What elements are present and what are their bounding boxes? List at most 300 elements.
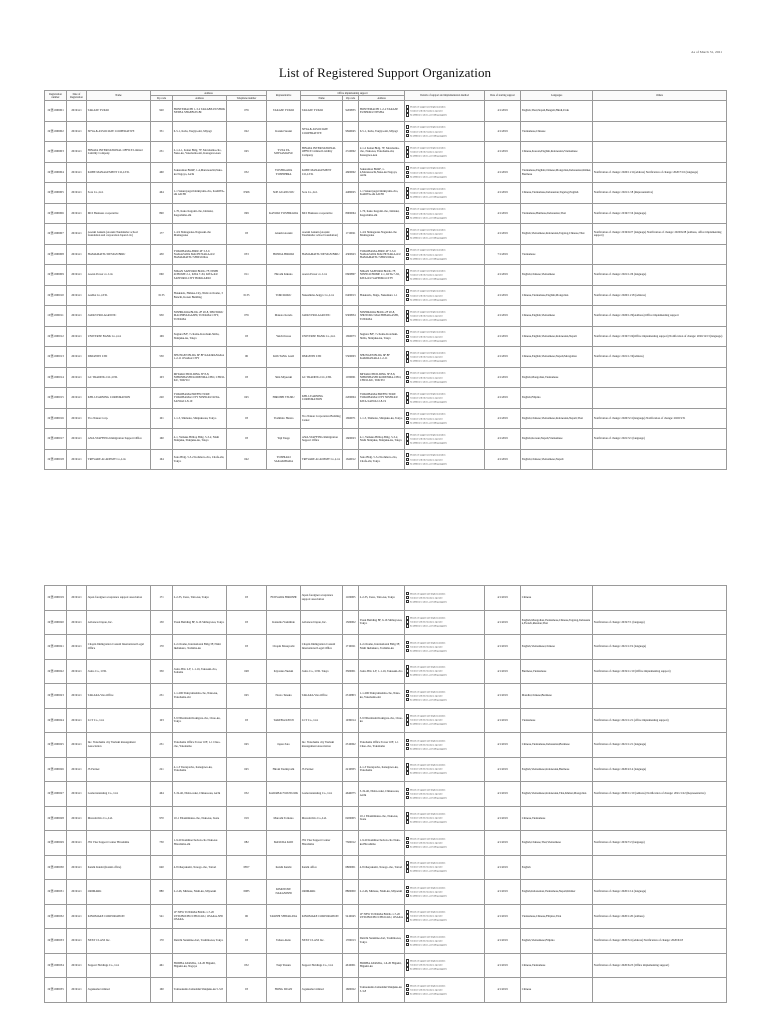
representative-cell: Japan Zato — [267, 733, 301, 758]
office-zip-cell: 3300001 — [343, 659, 359, 684]
languages-cell: English,Filipino — [521, 388, 593, 409]
languages-cell: English,Chinese,Vietnamese — [521, 265, 593, 286]
support-scope-text: Contract with the business operator — [410, 130, 443, 133]
support-scope-text: Details of support and implementation — [410, 434, 446, 437]
checkbox-mark-icon — [406, 649, 410, 653]
office-name-cell: ORIMARK — [301, 880, 343, 905]
support-scope-cell — [405, 326, 485, 347]
table-row — [45, 880, 727, 905]
support-scope-text: In addition to above, providing supports — [409, 944, 447, 947]
address-cell: 3-9 Nihonbashi Kakigara-cho, Chuo-ku, Tokyo — [173, 708, 227, 733]
checkbox-mark-icon — [406, 747, 410, 751]
representative-cell: HIROSHI TSURU — [267, 388, 301, 409]
office-zip-cell: 1690073 — [343, 326, 359, 347]
checkbox-mark-icon — [406, 739, 410, 743]
address-cell: 4-1, Yamaka Hilltop Bldg. 5-3-2, Nishi Shinjuku, Shinjuku-ku, Tokyo — [173, 429, 227, 450]
col-office-zip: Zip code — [343, 96, 359, 101]
reg-number-cell: 19登-000008 — [45, 244, 67, 265]
start-date-cell: 4/1/2019 — [485, 224, 521, 245]
reg-date-cell: 2019/4/1 — [67, 244, 87, 265]
office-address-cell: Yasui Building 8F, 6-16 Shibuya-ku, Tokyo — [359, 610, 405, 635]
representative-cell: HONG DUAN — [267, 978, 301, 1003]
representative-cell: KAWAHAI YOUNGSIK — [267, 782, 301, 807]
support-scope-text: Details of support and implementation — [409, 592, 446, 595]
checkbox-mark-icon — [406, 339, 410, 343]
checkbox-mark-icon — [406, 257, 410, 261]
checkbox-mark-icon — [406, 310, 410, 314]
office-zip-cell: 2210835 — [343, 757, 359, 782]
reg-date-cell: 2019/4/1 — [67, 408, 87, 429]
start-date-cell: 4/1/2019 — [485, 635, 521, 660]
support-scope-text: Contract with the business operator — [410, 417, 443, 420]
office-zip-cell: 1600023 — [343, 429, 359, 450]
office-zip-cell: 2310803 — [343, 684, 359, 709]
support-scope-text: In addition to above, providing supports — [409, 968, 447, 971]
checkbox-mark-icon — [406, 380, 410, 384]
office-zip-cell: 6800001 — [343, 855, 359, 880]
address-cell: Yokohama Office Tower 10F, 1-1 Chuo-cho, Yokohama — [173, 733, 227, 758]
office-address-cell: 2-2-Chome, International Bldg.3F, Nishi Ikebukuro, Toshima-ku — [359, 635, 405, 660]
checkbox-mark-icon — [406, 277, 410, 281]
office-address-cell: 2-2-46, Mimase, Nishi-ku, Miyazaki — [359, 880, 405, 905]
table-row — [45, 978, 727, 1003]
support-scope-line — [406, 698, 483, 702]
support-scope-cell — [405, 831, 485, 856]
checkbox-mark-icon — [406, 400, 410, 404]
support-scope-text: In addition to above, providing supports — [409, 846, 447, 849]
checkbox-mark-icon — [406, 869, 410, 873]
support-scope-line — [406, 113, 483, 117]
representative-cell: HONDA HIROKI — [267, 244, 301, 265]
support-scope-cell — [405, 183, 485, 204]
checkbox-mark-icon — [406, 694, 410, 698]
col-start-date: Date of starting support — [485, 91, 521, 101]
col-phone: Telephone number — [227, 96, 267, 101]
representative-cell: Shin Miyazaki — [267, 367, 301, 388]
checkbox-mark-icon — [406, 335, 410, 339]
support-scope-line — [406, 216, 483, 220]
office-name-cell: DMGENEI LTD — [301, 347, 343, 368]
checkbox-mark-icon — [406, 886, 410, 890]
address-cell: NISHIKAWA BLDG 2F 20-8, SHOTOKU MACHIHAIGASHI, TOYAMA CITY, TOYAMA — [173, 306, 227, 327]
zip-cell: 464 — [151, 782, 173, 807]
checkbox-mark-icon — [406, 600, 410, 604]
office-zip-cell: 5410045 — [343, 904, 359, 929]
office-name-cell: Gomotranslating Co., Ltd. — [301, 782, 343, 807]
support-scope-cell — [405, 265, 485, 286]
support-scope-line — [406, 339, 483, 343]
address-cell: 2-2-46, Mimase, Nishi-ku, Miyazaki — [173, 880, 227, 905]
support-scope-text: In addition to above, providing supports — [409, 723, 447, 726]
representative-cell: Yuichi Inoue — [267, 326, 301, 347]
office-name-cell: SEYA & ASSOCIATE COOPERATIVE — [301, 121, 343, 142]
support-scope-text: Contract with the business operator — [409, 768, 443, 771]
phone-cell: 03 — [227, 586, 267, 611]
support-scope-text: Contract with the business operator — [410, 315, 443, 318]
phone-cell: 099 — [227, 203, 267, 224]
support-scope-text: Contract with the business operator — [409, 719, 443, 722]
zip-cell: 0135 — [151, 285, 173, 306]
support-scope-text: In addition to above, providing supports — [410, 340, 447, 343]
support-scope-text: In addition to above, providing supports — [409, 650, 447, 653]
office-name-cell: MCI Business cooperative — [301, 203, 343, 224]
languages-cell: Vietnamese — [521, 708, 593, 733]
phone-cell: 03 — [227, 610, 267, 635]
support-scope-text: Details of support and implementation — [409, 617, 446, 620]
office-zip-cell: 2310062 — [343, 733, 359, 758]
support-scope-line — [406, 462, 483, 466]
zip-cell: 880 — [151, 880, 173, 905]
address-cell: Sano Bldg. 5-3-2 Kohmoto-cho, Chofu-shi, Tokyo — [173, 449, 227, 470]
reg-date-cell: 2019/4/1 — [67, 326, 87, 347]
org-name-cell: Yoo Nakon Corp. — [87, 408, 151, 429]
support-scope-text: In addition to above, providing supports — [409, 674, 447, 677]
support-scope-text: Details of support and implementation — [409, 911, 446, 914]
support-scope-line — [406, 277, 483, 281]
checkbox-mark-icon — [406, 134, 410, 138]
office-zip-cell: 0600807 — [343, 265, 359, 286]
zip-cell: 920 — [151, 101, 173, 122]
phone-cell: 045 — [227, 388, 267, 409]
zip-cell: 103 — [151, 708, 173, 733]
reg-number-cell: 19登-000019 — [45, 586, 67, 611]
reg-date-cell: 2019/4/1 — [67, 880, 87, 905]
checkbox-mark-icon — [406, 195, 410, 199]
others-cell — [593, 388, 727, 409]
start-date-cell: 4/1/2019 — [485, 162, 521, 183]
office-address-cell: MIYAKO BUILDING 3F 8-8, NIHONBASHI KODENMA-CHO, CHUO-KU, TOKYO — [359, 367, 405, 388]
reg-date-cell: 2019/4/1 — [67, 782, 87, 807]
checkbox-mark-icon — [406, 865, 410, 869]
office-zip-cell: 1710021 — [343, 224, 359, 245]
support-scope-text: Contract with the business operator — [409, 866, 443, 869]
org-name-cell: TREVARE ACADEMY Co.,Ltd. — [87, 449, 151, 470]
support-scope-text: In addition to above, providing supports — [409, 821, 447, 824]
table-row — [45, 659, 727, 684]
address-cell: 5-19-46, Nishi-osaki, Chikusa-ku, Aichi — [173, 782, 227, 807]
address-cell: NIKAN SAPPORO BLDG 7F, NISHI 4CHOME 2-1, KITA 7-JO, KITA-KU SAPPORO-CITY HOKKAIDO — [173, 265, 227, 286]
org-name-cell: JS Partner — [87, 757, 151, 782]
office-zip-cell: 0400013 — [343, 285, 359, 306]
checkbox-mark-icon — [406, 894, 410, 898]
checkbox-mark-icon — [406, 417, 410, 421]
address-cell: 2-2-Chome, International Bldg.3F, Nishi Ikebukuro, Toshima-ku — [173, 635, 227, 660]
others-cell: Notification of change: 2021/1/19(address) — [593, 347, 727, 368]
phone-cell: 052 — [227, 162, 267, 183]
phone-cell: 076 — [227, 306, 267, 327]
support-scope-text: Contract with the business operator — [409, 915, 443, 918]
checkbox-mark-icon — [406, 269, 410, 273]
office-name-cell: KINOMAKE CORPORATION — [301, 904, 343, 929]
representative-cell: KOUTANG GAO — [267, 347, 301, 368]
support-scope-text: Contract with the business operator — [410, 212, 443, 215]
checkbox-mark-icon — [406, 992, 410, 996]
col-address-group: Address — [151, 91, 267, 96]
table-row — [45, 953, 727, 978]
support-scope-cell — [405, 904, 485, 929]
support-scope-text: Details of support and implementation — [410, 147, 446, 150]
org-name-cell: Sora Co.,Ltd. — [87, 183, 151, 204]
representative-cell: Yoshihiro Harata — [267, 408, 301, 429]
support-scope-cell — [405, 367, 485, 388]
office-address-cell: Sugiura B/F, 7-chome-Kotobuki-Shiba, Shinjuku-ku, Tokyo — [359, 326, 405, 347]
reg-date-cell: 2019/4/1 — [67, 929, 87, 954]
start-date-cell: 4/1/2019 — [485, 610, 521, 635]
languages-cell: Vietnamese,Burmese,Indonesian,Thai — [521, 203, 593, 224]
checkbox-mark-icon — [406, 421, 410, 425]
support-scope-line — [406, 649, 483, 653]
reg-number-cell: 19登-000025 — [45, 733, 67, 758]
support-scope-text: In addition to above, providing supports — [410, 442, 447, 445]
support-scope-text: In addition to above, providing supports — [409, 748, 447, 751]
table-row — [45, 855, 727, 880]
start-date-cell: 7/1/2019 — [485, 244, 521, 265]
org-name-cell: GC TRADING CO.,LTD. — [87, 367, 151, 388]
reg-number-cell: 19登-000009 — [45, 265, 67, 286]
office-address-cell: Sano Bldg. 5-3-2 Kohmoto-cho, Chofu-shi, Tokyo — [359, 449, 405, 470]
others-cell: Notification of change: 2019/7/2 (language) — [593, 831, 727, 856]
others-cell: Notification of change: 2019/9/27 (language) Notification of change: 2020/6/28 (address, office implementing support) — [593, 224, 727, 245]
start-date-cell: 4/1/2019 — [485, 265, 521, 286]
checkbox-mark-icon — [406, 441, 410, 445]
table-row — [45, 285, 727, 306]
support-scope-text: In addition to above, providing supports — [410, 278, 447, 281]
office-address-cell: 1-1-3, Shimoka, Shinjuku-ku, Tokyo — [359, 408, 405, 429]
org-name-cell: AADA Co.,LTD. — [87, 285, 151, 306]
office-name-cell: Aozaki Gakuin (Aozaki Tsushinsha: school foundation) — [301, 224, 343, 245]
languages-cell: English,Vietnamese,Indonesian,Burmese — [521, 757, 593, 782]
support-scope-text: Details of support and implementation — [410, 454, 446, 457]
checkbox-mark-icon — [406, 935, 410, 939]
office-zip-cell: 4480025 — [343, 183, 359, 204]
col-address: Address — [173, 96, 227, 101]
languages-cell: Chinese,Vietnamese,Indonesian,Burmese — [521, 733, 593, 758]
office-name-cell: Jogakusha Limited — [301, 978, 343, 1003]
support-scope-text: Details of support and implementation — [410, 290, 446, 293]
checkbox-mark-icon — [406, 298, 410, 302]
support-scope-text: In addition to above, providing supports — [410, 381, 447, 384]
representative-cell: TAKASE YUKIO — [267, 101, 301, 122]
support-scope-line — [406, 318, 483, 322]
others-cell — [593, 855, 727, 880]
phone-cell: 045 — [227, 757, 267, 782]
support-scope-line — [406, 441, 483, 445]
zip-cell: 330 — [151, 659, 173, 684]
start-date-cell: 4/1/2019 — [485, 586, 521, 611]
col-office-group: Office implementing support — [301, 91, 405, 96]
zip-cell: 170 — [151, 929, 173, 954]
checkbox-mark-icon — [406, 837, 410, 841]
representative-cell: Hiroshi Kikuno — [267, 265, 301, 286]
languages-cell: English,Chinese,Vietnamese,Indonesian,Nepali,Thai — [521, 408, 593, 429]
reg-date-cell: 2019/4/1 — [67, 265, 87, 286]
reg-number-cell: 19登-000014 — [45, 367, 67, 388]
office-name-cell: JS Partner — [301, 757, 343, 782]
languages-cell: Vietnamese — [521, 244, 593, 265]
address-cell: 1-1-3, Shimoka, Shinjuku-ku, Tokyo — [173, 408, 227, 429]
checkbox-mark-icon — [406, 984, 410, 988]
others-cell: Notification of change: 2021/1/21 (language) — [593, 733, 727, 758]
support-scope-cell — [405, 782, 485, 807]
address-cell: 2-1-2-1, Kohei Bldg. 7F, Motohama-cho, Naka-ku, Yokohama-shi, Kanagawa-ken — [173, 142, 227, 163]
table-row — [45, 183, 727, 204]
office-zip-cell: 1030014 — [343, 708, 359, 733]
office-name-cell: TAKAKA Visa Office — [301, 684, 343, 709]
support-scope-text: Details of support and implementation — [409, 935, 446, 938]
org-name-cell: JAPAN PRO.AGRI INC — [87, 306, 151, 327]
table-row — [45, 757, 727, 782]
table-row — [45, 782, 727, 807]
start-date-cell: 4/1/2019 — [485, 757, 521, 782]
support-scope-text: In addition to above, providing supports — [410, 422, 447, 425]
reg-number-cell: 19登-000035 — [45, 978, 67, 1003]
registry-body-page-2 — [45, 586, 727, 1003]
office-name-cell: HAMAMATSU DESIGN BIRU — [301, 244, 343, 265]
as-of-date: As of March 31, 2021 — [691, 50, 722, 54]
address-cell: 1-1 Sakurayagai Ishikiyama-cho, KARIYA-shi AICHI — [173, 183, 227, 204]
address-cell: 1-4-9 Shinagaoka-Nagasaki-cho Mamagaoka — [173, 224, 227, 245]
languages-cell: Chinese,Vietnamese — [521, 806, 593, 831]
registry-body-page-1 — [45, 101, 727, 470]
org-name-cell: MCI Business cooperative — [87, 203, 151, 224]
org-name-cell: SEYA & ASSOCIATE COOPERATIVE — [87, 121, 151, 142]
office-zip-cell: 4610001 — [343, 953, 359, 978]
support-scope-text: Contract with the business operator — [410, 171, 443, 174]
support-scope-text: In addition to above, providing supports — [409, 993, 447, 996]
office-name-cell: Japan foreigner acceptance support association — [301, 586, 343, 611]
address-cell: Daiichi Sunshine-dori, Toshima-ku, Tokyo — [173, 929, 227, 954]
reg-number-cell: 19登-000026 — [45, 757, 67, 782]
reg-number-cell: 19登-000024 — [45, 708, 67, 733]
support-scope-line — [406, 400, 483, 404]
office-zip-cell: 1640012 — [343, 449, 359, 470]
representative-cell: Hiroki Tsumiyoshi — [267, 757, 301, 782]
org-name-cell: KOBE MANAGEMENT CO.,LTD. — [87, 162, 151, 183]
office-zip-cell: 4600002 — [343, 162, 359, 183]
reg-number-cell: 19登-000017 — [45, 429, 67, 450]
languages-cell: English,Vietnamese,Indonesian,Thai,Khmer,Mongolian — [521, 782, 593, 807]
support-scope-text: Details of support and implementation — [410, 311, 446, 314]
office-name-cell: Support Holdings Co., Ltd. — [301, 953, 343, 978]
support-scope-text: In addition to above, providing supports — [409, 895, 447, 898]
others-cell: Notification of change: 2020/2/14 (language) — [593, 757, 727, 782]
phone-cell: 045 — [227, 142, 267, 163]
support-scope-text: Details of support and implementation — [410, 188, 446, 191]
address-cell: 1-70, Kako Kagomi-cho, Ishizaki, Kagoshima-shi — [173, 203, 227, 224]
representative-cell: KIMOTOSE NAKANISHI — [267, 880, 301, 905]
checkbox-mark-icon — [406, 718, 410, 722]
table-row — [45, 142, 727, 163]
office-name-cell: Inc. Yokohama city Tsubaki management Association — [301, 733, 343, 758]
office-name-cell: KOBE MANAGEMENT CO.,LTD. — [301, 162, 343, 183]
support-scope-text: In addition to above, providing supports — [410, 299, 447, 302]
support-scope-text: Contract with the business operator — [410, 233, 443, 236]
phone-cell: 053 — [227, 244, 267, 265]
others-cell — [593, 684, 727, 709]
representative-cell: Naoto Tanaka — [267, 684, 301, 709]
office-address-cell: 4-1, Yamaka Hilltop Bldg. 5-3-2, Nishi Shinjuku, Shinjuku-ku, Tokyo — [359, 429, 405, 450]
support-scope-text: Contract with the business operator — [410, 274, 443, 277]
support-scope-cell — [405, 880, 485, 905]
start-date-cell: 4/1/2019 — [485, 733, 521, 758]
support-scope-text: Details of support and implementation — [409, 788, 446, 791]
others-cell: Notification of change: 2019/7/24(Office implementing support) Notification of change: 2020/12/15(language) — [593, 326, 727, 347]
support-scope-line — [406, 796, 483, 800]
checkbox-mark-icon — [406, 216, 410, 220]
table-row — [45, 265, 727, 286]
support-scope-line — [406, 943, 483, 947]
org-name-cell: ORIMARK — [87, 880, 151, 905]
zip-cell: 150 — [151, 610, 173, 635]
reg-date-cell: 2019/4/1 — [67, 306, 87, 327]
others-cell: Notification of change: 2021/1/18 (Representative) — [593, 183, 727, 204]
checkbox-mark-icon — [406, 641, 410, 645]
languages-cell: English,Thai,Nepali,Bengali,Hindi,Urdu — [521, 101, 593, 122]
representative-cell: Kiyotaka Yuzuki — [267, 659, 301, 684]
office-address-cell: 4-1-3 Tsuruyacho, Kanagawa-ku, Yokohama — [359, 757, 405, 782]
office-address-cell: YOKOHAMA PREFECTURE YOKOHAMA CITY NISHI-KU KITA-SAIWAI 2-8-19 — [359, 388, 405, 409]
start-date-cell: 4/1/2019 — [485, 121, 521, 142]
support-scope-text: Details of support and implementation — [410, 413, 446, 416]
others-cell — [593, 142, 727, 163]
col-representative: Representative — [267, 91, 301, 101]
representative-cell: TORI ROKU — [267, 285, 301, 306]
reg-date-cell: 2019/4/1 — [67, 429, 87, 450]
address-cell: YOKOHAMA-BIRU 4F 3-3-6 NAKAZAWA MACHI NAKA-KU HAMAMATSU SHIZUOKA — [173, 244, 227, 265]
languages-cell: Vietnamese,Chinese,Filipino,Thai — [521, 904, 593, 929]
table-row — [45, 367, 727, 388]
zip-cell: 171 — [151, 586, 173, 611]
office-name-cell: UNIVERSE BANK Co.,Ltd. — [301, 326, 343, 347]
address-cell: HONTEMACHI 1-3-2 TAKABE-EUSHOK NESHA SHGEBUN-BI — [173, 101, 227, 122]
phone-cell: 03 — [227, 367, 267, 388]
zip-cell: 464 — [151, 183, 173, 204]
representative-cell: KAYOKI YOSHIKAWA — [267, 203, 301, 224]
zip-cell: 461 — [151, 953, 173, 978]
office-address-cell: 1-70, Kako Kagomi-cho, Ishizaki, Kagoshima-shi — [359, 203, 405, 224]
reg-date-cell: 2019/4/1 — [67, 635, 87, 660]
address-cell: MIYAKO BUILDING 3F 8-8, NIHONBASHI KODENMA-CHO, CHUO-KU, TOKYO — [173, 367, 227, 388]
reg-number-cell: 19登-000005 — [45, 183, 67, 204]
support-scope-line — [406, 154, 483, 158]
checkbox-mark-icon — [406, 669, 410, 673]
start-date-cell: 4/1/2019 — [485, 183, 521, 204]
reg-date-cell: 2019/4/1 — [67, 162, 87, 183]
reg-number-cell: 19登-000020 — [45, 610, 67, 635]
org-name-cell: LCT Co., Ltd. — [87, 708, 151, 733]
support-scope-text: Details of support and implementation — [409, 984, 446, 987]
support-scope-cell — [405, 408, 485, 429]
phone-cell: 045 — [227, 733, 267, 758]
support-scope-cell — [405, 929, 485, 954]
org-name-cell: Aozan Power co. Ltd. — [87, 265, 151, 286]
phone-cell: 076 — [227, 101, 267, 122]
checkbox-mark-icon — [406, 359, 410, 363]
phone-cell: 03 — [227, 326, 267, 347]
org-name-cell: Kaishi Kaishi (Kaishi office) — [87, 855, 151, 880]
table-row — [45, 244, 727, 265]
office-name-cell: JAPAN PRO.AGRI INC — [301, 306, 343, 327]
reg-date-cell: 2019/4/1 — [67, 610, 87, 635]
support-scope-cell — [405, 610, 485, 635]
reg-date-cell: 2019/4/1 — [67, 733, 87, 758]
support-scope-line — [406, 134, 483, 138]
checkbox-mark-icon — [406, 624, 410, 628]
table-row — [45, 388, 727, 409]
start-date-cell: 4/1/2019 — [485, 855, 521, 880]
office-address-cell: 5-19-46, Nishi-osaki, Chikusa-ku, Aichi — [359, 782, 405, 807]
languages-cell: English,Mongolian,Vietnamese — [521, 367, 593, 388]
